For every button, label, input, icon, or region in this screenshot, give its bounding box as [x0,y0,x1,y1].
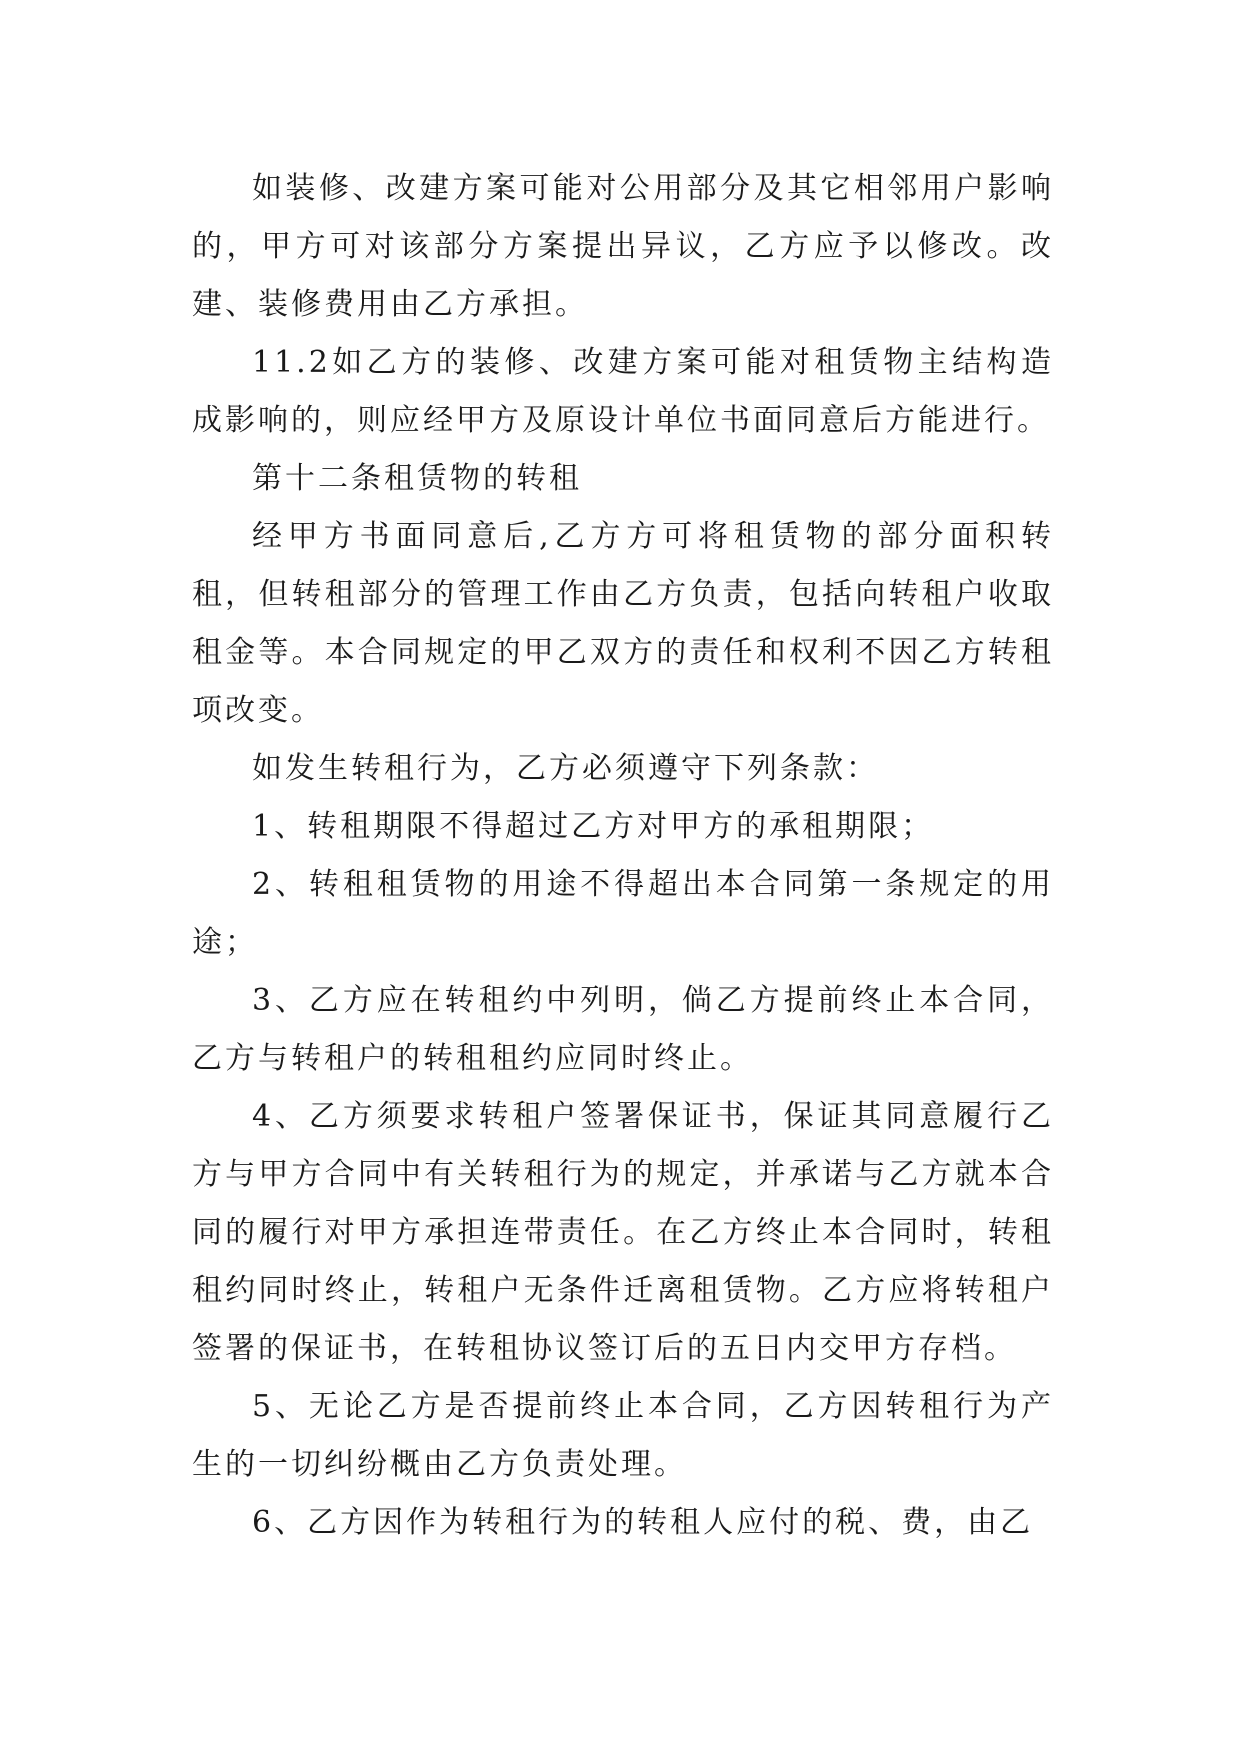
list-item-6: 6、乙方因作为转租行为的转租人应付的税、费，由乙 [252,1505,1034,1540]
paragraph-sublease-consent: 经甲方书面同意后,乙方方可将租赁物的部分面积转租，但转租部分的管理工作由乙方负责，包括向转租户收取租金等。本合同规定的甲乙双方的责任和权利不因乙方转租项改变。 [192,519,1054,728]
list-item-3: 3、乙方应在转租约中列明，倘乙方提前终止本合同，乙方与转租户的转租租约应同时终止。 [192,983,1054,1076]
document-body [192,160,1054,1552]
list-item-4: 4、乙方须要求转租户签署保证书，保证其同意履行乙方与甲方合同中有关转租行为的规定，并承诺与乙方就本合同的履行对甲方承担连带责任。在乙方终止本合同时，转租租约同时终止，转租户无条件迁离租赁物。乙方应将转租户签署的保证书，在转租协议签订后的五日内交甲方存档。 [192,1099,1054,1366]
list-item-5: 5、无论乙方是否提前终止本合同，乙方因转租行为产生的一切纠纷概由乙方负责处理。 [192,1389,1054,1482]
paragraph-clause-11-2: 11.2如乙方的装修、改建方案可能对租赁物主结构造成影响的，则应经甲方及原设计单位书面同意后方能进行。 [192,345,1054,438]
paragraph-renovation-objection: 如装修、改建方案可能对公用部分及其它相邻用户影响的，甲方可对该部分方案提出异议，乙方应予以修改。改建、装修费用由乙方承担。 [192,171,1054,322]
list-item-2: 2、转租租赁物的用途不得超出本合同第一条规定的用途； [192,867,1054,960]
paragraph-sublease-terms-intro: 如发生转租行为，乙方必须遵守下列条款： [252,751,879,786]
list-item-1: 1、转租期限不得超过乙方对甲方的承租期限； [252,809,935,844]
section-heading-article-12: 第十二条租赁物的转租 [252,461,582,496]
